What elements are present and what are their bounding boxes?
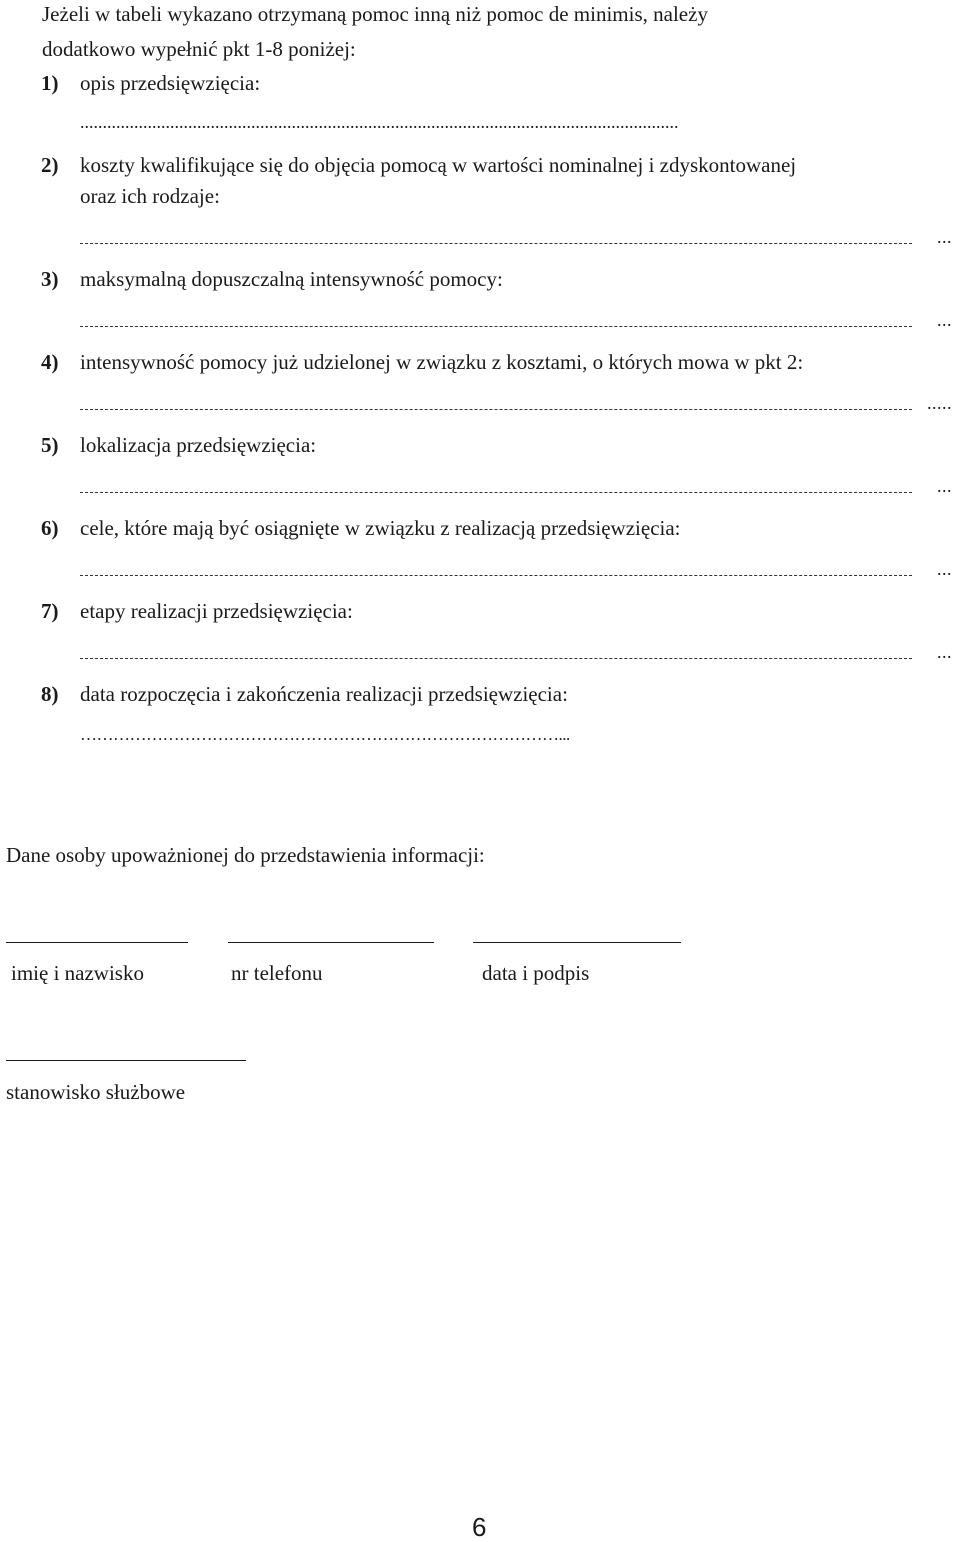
fill-dashes	[80, 409, 912, 410]
item-label: data rozpoczęcia i zakończenia realizacji przedsięwzięcia:	[80, 682, 568, 706]
fill-dots: .....................................................................................................................................	[80, 113, 679, 132]
item-label: opis przedsięwzięcia:	[80, 71, 261, 95]
item-label: maksymalną dopuszczalną intensywność pomocy:	[80, 267, 503, 291]
item-number: 8)	[41, 682, 59, 706]
fill-ellipsis: ...	[937, 643, 952, 662]
fill-ellipsis: ...	[937, 311, 952, 330]
answer-field-6[interactable]	[80, 560, 952, 582]
fill-dashes	[80, 326, 912, 327]
fill-ellipsis: ...	[937, 560, 952, 579]
position-label: stanowisko służbowe	[6, 1080, 186, 1104]
fill-dashes	[80, 492, 912, 493]
phone-label: nr telefonu	[231, 961, 323, 985]
answer-field-3[interactable]	[80, 311, 952, 333]
item-label-continued: oraz ich rodzaje:	[80, 184, 220, 208]
item-label: intensywność pomocy już udzielonej w związku z kosztami, o których mowa w pkt 2:	[80, 350, 804, 374]
item-number: 1)	[41, 71, 59, 95]
answer-field-5[interactable]	[80, 477, 952, 499]
intro-line-1: Jeżeli w tabeli wykazano otrzymaną pomoc inną niż pomoc de minimis, należy	[42, 2, 708, 26]
item-number: 4)	[41, 350, 59, 374]
fill-ellipsis: ...	[937, 477, 952, 496]
item-number: 7)	[41, 599, 59, 623]
fill-ellipsis: ...	[937, 228, 952, 247]
date-signature-label: data i podpis	[482, 961, 590, 985]
item-label: lokalizacja przedsięwzięcia:	[80, 433, 317, 457]
name-signature-line[interactable]	[6, 942, 188, 943]
answer-field-8[interactable]	[80, 726, 952, 748]
fill-dashes	[80, 658, 912, 659]
item-label: koszty kwalifikujące się do objęcia pomocą w wartości nominalnej i zdyskontowanej	[80, 153, 797, 177]
date-signature-line[interactable]	[473, 942, 681, 943]
answer-field-7[interactable]	[80, 643, 952, 665]
name-label: imię i nazwisko	[11, 961, 144, 985]
position-signature-line[interactable]	[6, 1060, 246, 1061]
item-number: 2)	[41, 153, 59, 177]
fill-dots: ……………………………………………………………………………...	[80, 726, 570, 744]
intro-line-2: dodatkowo wypełnić pkt 1-8 poniżej:	[42, 37, 356, 61]
item-number: 3)	[41, 267, 59, 291]
fill-dashes	[80, 575, 912, 576]
fill-dashes	[80, 243, 912, 244]
item-number: 5)	[41, 433, 59, 457]
answer-field-2[interactable]	[80, 228, 952, 250]
phone-signature-line[interactable]	[228, 942, 434, 943]
item-label: cele, które mają być osiągnięte w związku z realizacją przedsięwzięcia:	[80, 516, 681, 540]
authorized-heading: Dane osoby upoważnionej do przedstawienia informacji:	[6, 843, 485, 867]
item-number: 6)	[41, 516, 59, 540]
answer-field-1[interactable]	[80, 113, 952, 135]
fill-ellipsis: .....	[927, 394, 952, 413]
page-number: 6	[472, 1512, 487, 1542]
item-label: etapy realizacji przedsięwzięcia:	[80, 599, 353, 623]
answer-field-4[interactable]	[80, 394, 952, 416]
